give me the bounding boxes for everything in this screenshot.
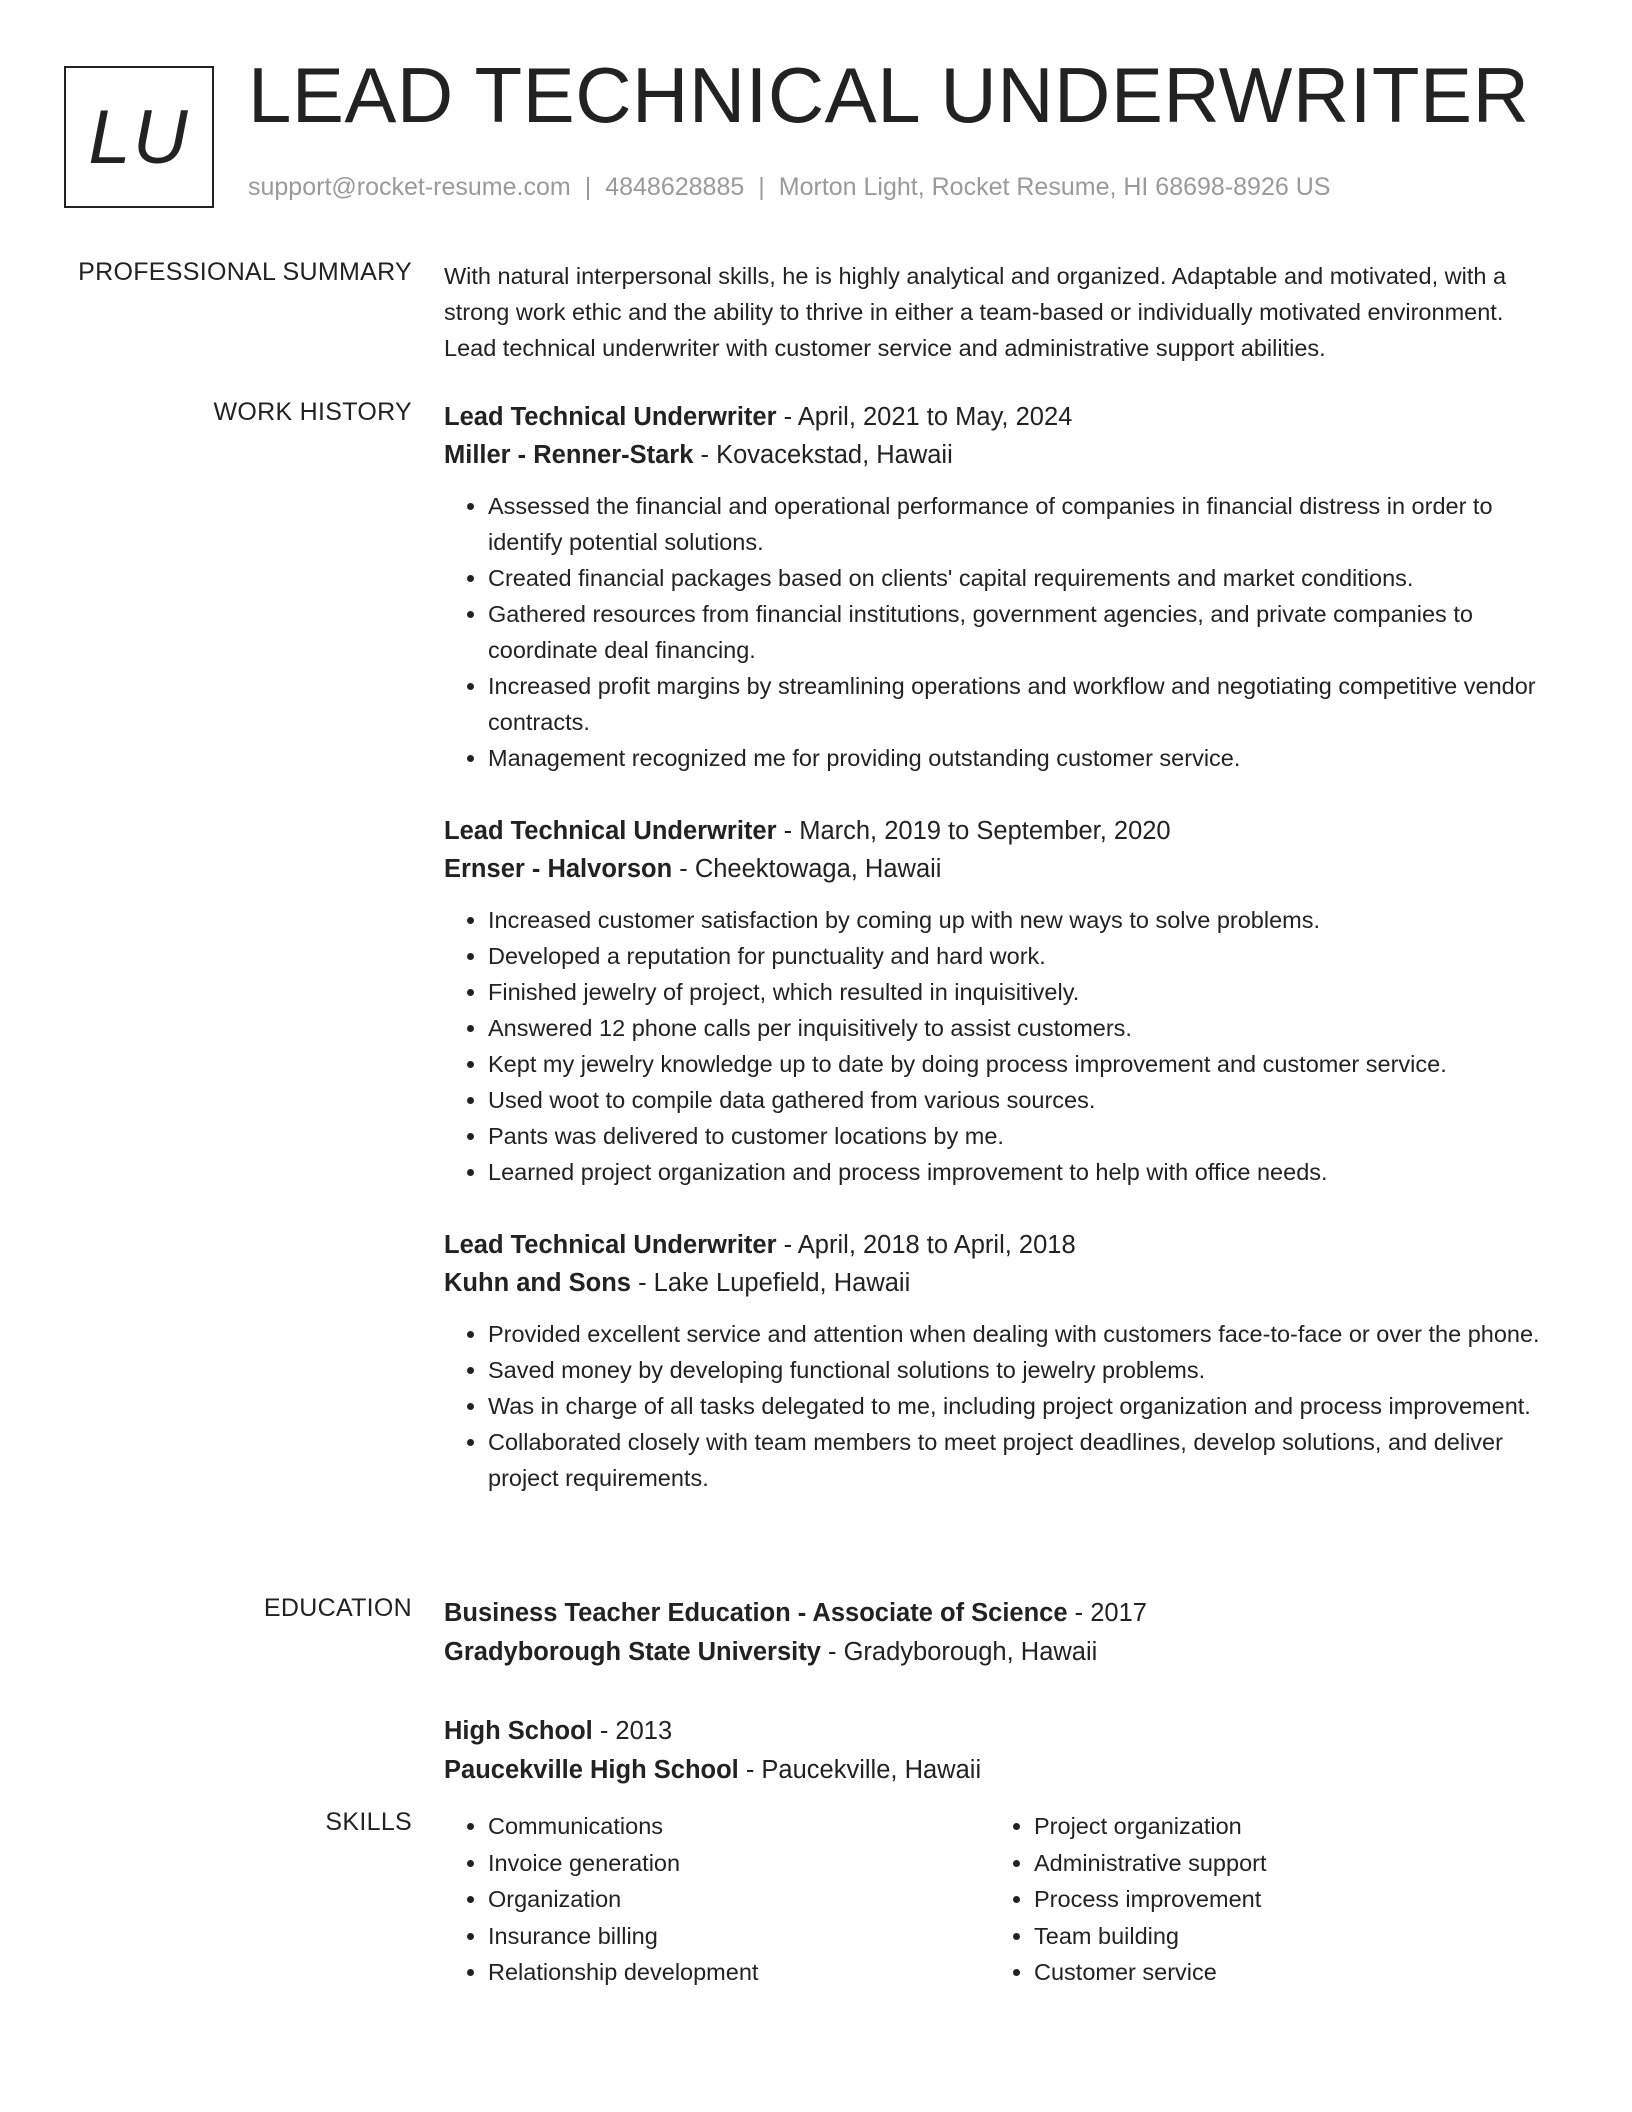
education-entry [444, 1594, 1562, 1672]
job-header [444, 812, 1562, 850]
education-location: - Gradyborough, Hawaii [820, 1638, 1098, 1666]
job-title: Lead Technical Underwriter [444, 1231, 777, 1259]
education-school-line [444, 1751, 1562, 1790]
skills-column-left [444, 1808, 990, 1991]
job-title: Lead Technical Underwriter [444, 817, 777, 845]
education-degree-line [444, 1594, 1562, 1633]
job-bullets [444, 902, 1562, 1190]
job-employer [444, 850, 1562, 888]
list-item: • Saved money by developing functional solutions to jewelry problems. [488, 1352, 1562, 1388]
list-item: • Created financial packages based on clients' capital requirements and market conditions. [488, 560, 1562, 596]
section-label-skills: SKILLS [325, 1808, 412, 1836]
list-item: • Organization [488, 1881, 990, 1918]
education-school: Gradyborough State University [444, 1638, 821, 1666]
education-degree-line [444, 1712, 1562, 1751]
list-item: • Developed a reputation for punctuality and hard work. [488, 938, 1562, 974]
job-dates: - March, 2019 to September, 2020 [776, 817, 1171, 845]
contact-address: Morton Light, Rocket Resume, HI 68698-8926 US [778, 173, 1331, 201]
section-label-work-history: WORK HISTORY [213, 398, 412, 426]
list-item: • Used woot to compile data gathered from various sources. [488, 1082, 1562, 1118]
job-dates: - April, 2018 to April, 2018 [776, 1231, 1076, 1259]
section-label-education: EDUCATION [263, 1594, 412, 1622]
list-item: • Communications [488, 1808, 990, 1845]
contact-separator: | [584, 173, 592, 201]
job-employer [444, 1264, 1562, 1302]
job-location: - Kovacekstad, Hawaii [693, 441, 953, 469]
work-history-body [444, 398, 1562, 1532]
contact-line [248, 173, 1330, 202]
job-header [444, 398, 1562, 436]
skills-list [990, 1808, 1536, 1991]
list-item: • Increased customer satisfaction by coming up with new ways to solve problems. [488, 902, 1562, 938]
list-item: • Project organization [1034, 1808, 1536, 1845]
list-item: • Was in charge of all tasks delegated to me, including project organization and process improvement. [488, 1388, 1562, 1424]
education-school-line [444, 1633, 1562, 1672]
job-entry [444, 1226, 1562, 1496]
job-entry [444, 812, 1562, 1190]
job-company: Miller - Renner-Stark [444, 441, 694, 469]
list-item: • Insurance billing [488, 1918, 990, 1955]
education-body [444, 1594, 1562, 1830]
education-degree: High School [444, 1717, 593, 1745]
resume-title: LEAD TECHNICAL UNDERWRITER [248, 51, 1530, 139]
list-item: • Relationship development [488, 1954, 990, 1991]
skills-list [444, 1808, 990, 1991]
education-degree: Business Teacher Education - Associate of Science [444, 1599, 1068, 1627]
list-item: • Invoice generation [488, 1845, 990, 1882]
education-entry [444, 1712, 1562, 1790]
job-bullets [444, 488, 1562, 776]
list-item: • Administrative support [1034, 1845, 1536, 1882]
education-location: - Paucekville, Hawaii [738, 1756, 982, 1784]
monogram-box [64, 66, 214, 208]
list-item: • Collaborated closely with team members to meet project deadlines, develop solutions, and deliver project requirements. [488, 1424, 1562, 1496]
list-item: • Assessed the financial and operational performance of companies in financial distress in order to identify potential solutions. [488, 488, 1562, 560]
summary-text: With natural interpersonal skills, he is highly analytical and organized. Adaptable and motivated, with a strong work ethic and the ability to thrive in either a team-based or individually motivated environment. Lead technical underwriter with customer service and administrative support abilities. [444, 263, 1507, 361]
list-item: • Learned project organization and process improvement to help with office needs. [488, 1154, 1562, 1190]
list-item: • Finished jewelry of project, which resulted in inquisitively. [488, 974, 1562, 1010]
job-employer [444, 436, 1562, 474]
contact-separator: | [758, 173, 765, 201]
contact-phone[interactable]: 4848628885 [605, 173, 745, 201]
summary-body [444, 258, 1562, 366]
section-label-summary: PROFESSIONAL SUMMARY [78, 258, 412, 286]
job-location: - Cheektowaga, Hawaii [672, 855, 942, 883]
list-item: • Team building [1034, 1918, 1536, 1955]
skills-body [444, 1808, 1562, 1991]
list-item: • Answered 12 phone calls per inquisitively to assist customers. [488, 1010, 1562, 1046]
job-entry [444, 398, 1562, 776]
job-company: Kuhn and Sons [444, 1269, 631, 1297]
list-item: • Customer service [1034, 1954, 1536, 1991]
education-school: Paucekville High School [444, 1756, 739, 1784]
monogram-initials: LU [88, 94, 190, 180]
job-bullets [444, 1316, 1562, 1496]
job-header [444, 1226, 1562, 1264]
list-item: • Pants was delivered to customer locations by me. [488, 1118, 1562, 1154]
job-dates: - April, 2021 to May, 2024 [776, 403, 1073, 431]
list-item: • Increased profit margins by streamlining operations and workflow and negotiating competitive vendor contracts. [488, 668, 1562, 740]
list-item: • Provided excellent service and attention when dealing with customers face-to-face or over the phone. [488, 1316, 1562, 1352]
list-item: • Gathered resources from financial institutions, government agencies, and private companies to coordinate deal financing. [488, 596, 1562, 668]
job-location: - Lake Lupefield, Hawaii [631, 1269, 911, 1297]
job-company: Ernser - Halvorson [444, 855, 673, 883]
list-item: • Kept my jewelry knowledge up to date by doing process improvement and customer service. [488, 1046, 1562, 1082]
education-year: - 2013 [592, 1717, 673, 1745]
education-year: - 2017 [1067, 1599, 1147, 1627]
skills-columns [444, 1808, 1562, 1991]
skills-column-right [990, 1808, 1536, 1991]
contact-email[interactable]: support@rocket-resume.com [248, 173, 571, 201]
list-item: • Management recognized me for providing outstanding customer service. [488, 740, 1562, 776]
job-title: Lead Technical Underwriter [444, 403, 777, 431]
list-item: • Process improvement [1034, 1881, 1536, 1918]
